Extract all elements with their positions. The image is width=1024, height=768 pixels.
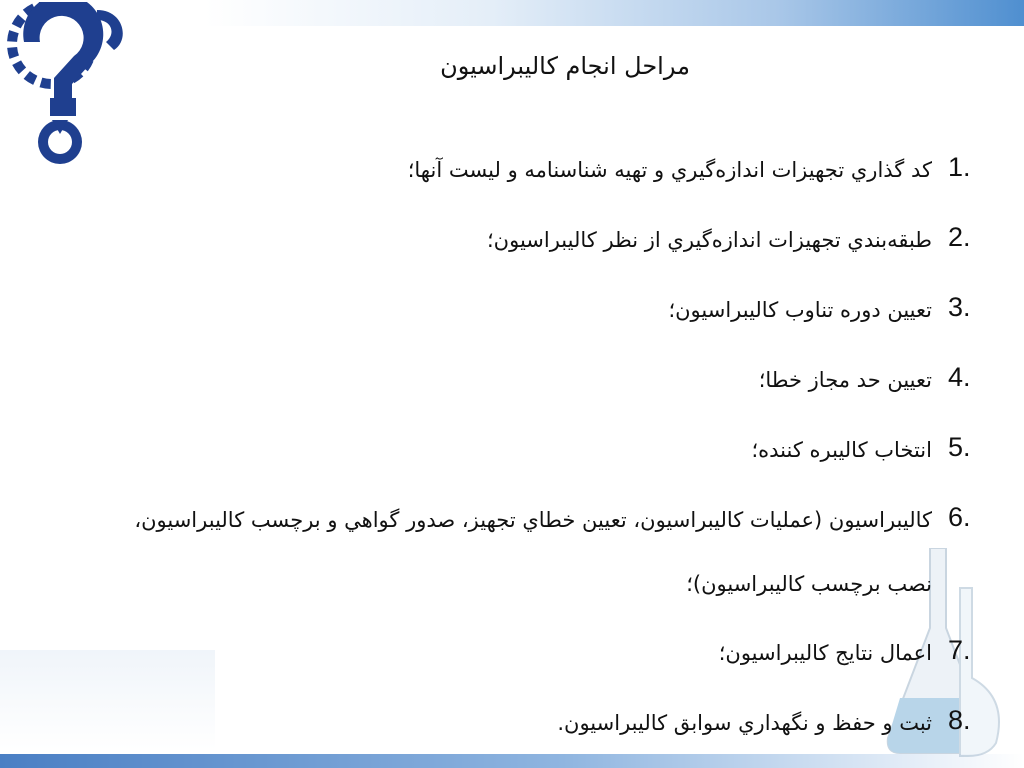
list-item-text: كاليبراسيون (عمليات كاليبراسيون، تعيين خطاي تجهيز، صدور گواهي و برچسب كاليبراسيون، [134,508,932,532]
list-item-number: 2. [948,222,971,252]
list-item-number: 8. [948,705,971,735]
list-item-number: 3. [948,292,971,322]
list-item-number: 6. [948,502,971,532]
list-item-text-continuation: نصب برچسب كاليبراسيون)؛ [686,572,932,596]
list-item-text: تعيين دوره تناوب كاليبراسيون؛ [668,298,932,322]
list-item-text: تعيين حد مجاز خطا؛ [758,368,932,392]
list-item-text: ثبت و حفظ و نگهداري سوابق كاليبراسيون. [557,711,932,735]
list-item-number: 1. [948,152,971,182]
list-item-text: اعمال نتايج كاليبراسيون؛ [718,641,932,665]
list-item-text: طبقه‌بندي تجهيزات اندازه‌گيري از نظر كاليبراسيون؛ [487,228,932,252]
list-item-number: 7. [948,635,971,665]
list-item-text: كد گذاري تجهيزات اندازه‌گيري و تهيه شناسنامه و ليست آنها؛ [407,158,932,182]
list-item-number: 4. [948,362,971,392]
slide-title: مراحل انجام کالیبراسیون [440,52,690,80]
list-item-text: انتخاب كاليبره كننده؛ [751,438,932,462]
list-item-number: 5. [948,432,971,462]
